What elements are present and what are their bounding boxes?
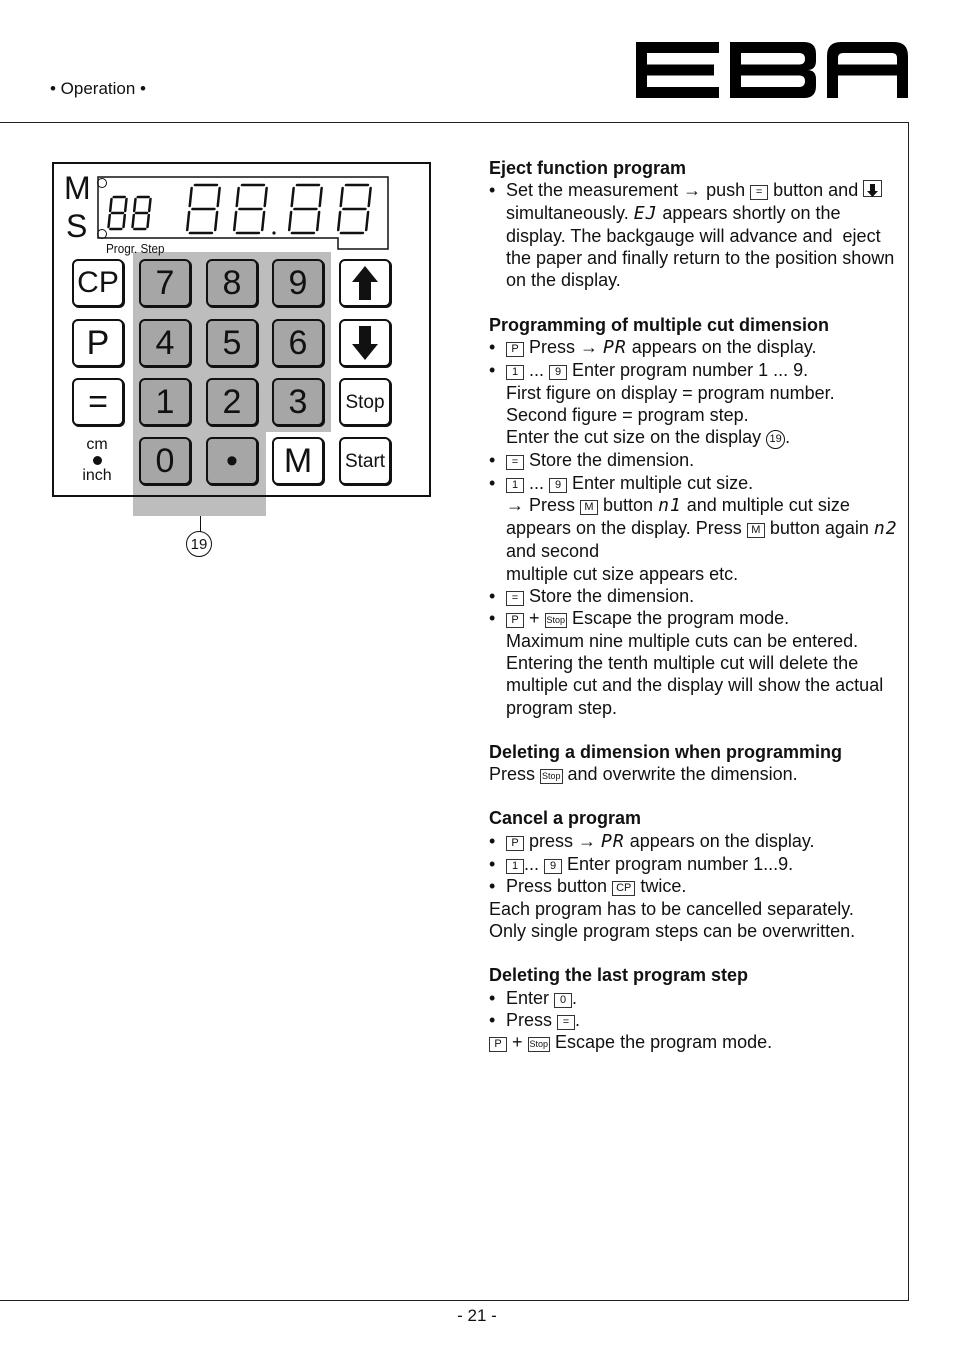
heading-delete-last-step: Deleting the last program step [489,965,749,986]
key-1-icon: 1 [506,859,524,874]
unit-inch: inch [82,467,112,484]
digit-large-4 [338,185,371,233]
top-rule [0,122,909,123]
mode-label-m: M [64,170,91,206]
key-start[interactable]: Start [339,437,391,485]
delete-dimension-line: Press Stop and overwrite the dimension. [489,764,798,785]
key-stop-icon: Stop [540,769,563,784]
multi-line-1: First figure on display = program number. [506,382,835,403]
key-up[interactable] [339,259,391,307]
multi-bullet-6: • P + Stop Escape the program mode. [489,607,901,629]
key-p-icon: P [489,1037,507,1052]
key-9-icon: 9 [549,365,567,380]
multi-bullet-3: • = Store the dimension. [489,449,901,471]
right-rule [908,122,909,1300]
eject-bullet-1: • Set the measurement → push = button and simultaneously. EJ appears shortly on the display. The backgauge will advance and eject the paper and finally return to the position shown on the display. [489,179,901,291]
callout-ref-icon: 19 [766,430,785,449]
display-label: Progr. Step [106,241,165,256]
heading-cancel-program: Cancel a program [489,808,642,829]
key-p[interactable]: P [72,319,124,367]
multi-bullet-2: • 1 ... 9 Enter program number 1 ... 9. [489,359,901,381]
key-equals-icon: = [506,455,524,470]
multi-bullet-4: • 1 ... 9 Enter multiple cut size. [489,472,901,494]
key-dot[interactable]: • [206,437,258,485]
key-equals-icon: = [750,185,768,200]
cancel-bullet-3: • Press button CP twice. [489,875,901,897]
key-cp[interactable]: CP [72,259,124,307]
cancel-line-1: Each program has to be cancelled separately. [489,898,854,919]
page-number: - 21 - [457,1306,497,1325]
multi-line-6: Maximum nine multiple cuts can be entered. Entering the tenth multiple cut will delete the multiple cut and the display will show the actual program step. [506,630,884,718]
key-cp-icon: CP [612,881,635,896]
key-1-icon: 1 [506,365,524,380]
key-equals[interactable]: = [72,378,124,426]
key-stop-icon: Stop [545,613,568,628]
key-1-icon: 1 [506,478,524,493]
digit-small-1 [108,197,126,229]
heading-delete-dimension: Deleting a dimension when programming [489,741,843,762]
key-8[interactable]: 8 [206,259,258,307]
section-label: • Operation • [50,79,147,98]
multi-line-4: → Press M button n1 and multiple cut size appears on the display. Press M button again n2 and second [506,494,898,562]
multi-line-3: Enter the cut size on the display 19 . [506,427,791,448]
key-9-icon: 9 [544,859,562,874]
digit-large-2 [234,185,267,233]
cancel-line-2: Only single program steps can be overwritten. [489,920,856,941]
key-p-icon: P [506,342,524,357]
multi-line-5: multiple cut size appears etc. [506,563,739,584]
arrow-up-icon [350,264,380,302]
unit-dot-icon [93,456,102,465]
key-stop-icon: Stop [528,1037,551,1052]
key-9[interactable]: 9 [272,259,324,307]
key-m-icon: M [580,500,598,515]
bottom-rule [0,1300,909,1301]
callout-line [200,516,201,532]
heading-multiple-cut: Programming of multiple cut dimension [489,314,830,335]
key-2[interactable]: 2 [206,378,258,426]
key-p-icon: P [506,613,524,628]
multi-bullet-1: • P Press → PR appears on the display. [489,336,901,359]
key-5[interactable]: 5 [206,319,258,367]
key-7[interactable]: 7 [139,259,191,307]
key-6[interactable]: 6 [272,319,324,367]
decimal-point-icon [272,231,275,234]
key-m-icon: M [747,523,765,538]
key-equals-icon: = [557,1015,575,1030]
digit-small-2 [132,197,150,229]
key-0[interactable]: 0 [139,437,191,485]
last-step-line: P + Stop Escape the program mode. [489,1031,901,1053]
key-p-icon: P [506,836,524,851]
key-4[interactable]: 4 [139,319,191,367]
unit-cm: cm [86,436,108,453]
eba-logo [636,42,908,98]
cancel-bullet-2: • 1 ... 9 Enter program number 1...9. [489,853,901,875]
key-3[interactable]: 3 [272,378,324,426]
callout-19: 19 [186,531,212,557]
heading-eject: Eject function program [489,158,687,178]
arrow-down-icon [350,324,380,362]
digit-large-1 [187,185,220,233]
key-m[interactable]: M [272,437,324,485]
mode-label-s: S [66,208,88,244]
last-step-bullet-1: • Enter 0 . [489,987,901,1009]
multi-line-2: Second figure = program step. [506,404,749,425]
key-equals-icon: = [506,591,524,606]
key-stop[interactable]: Stop [339,378,391,426]
multi-bullet-5: • = Store the dimension. [489,585,901,607]
instruction-column [489,157,901,1053]
key-9-icon: 9 [549,478,567,493]
last-step-bullet-2: • Press = . [489,1009,901,1031]
digit-large-3 [289,185,322,233]
cancel-bullet-1: • P press → PR appears on the display. [489,830,901,853]
key-0-icon: 0 [554,993,572,1008]
key-1[interactable]: 1 [139,378,191,426]
arrow-down-key-icon [863,180,882,197]
key-down[interactable] [339,319,391,367]
